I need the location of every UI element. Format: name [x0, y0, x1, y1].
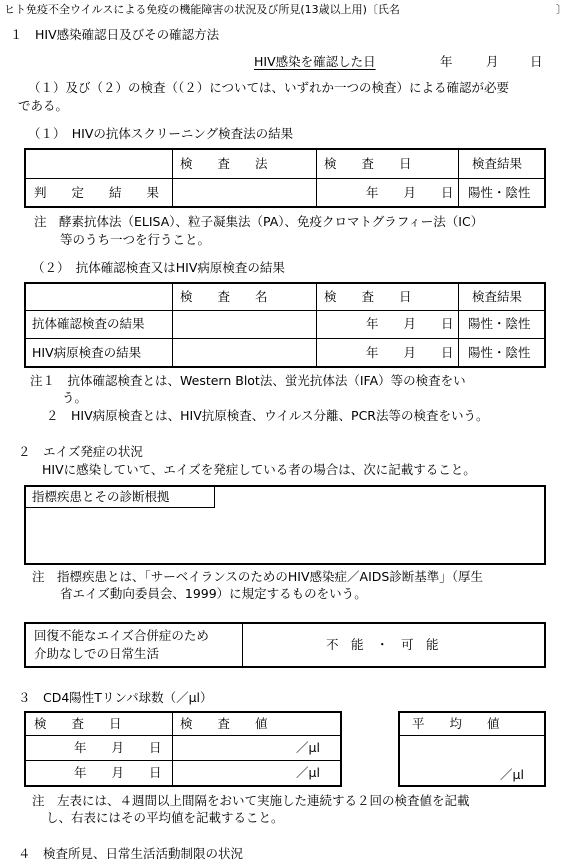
hiv-confirm-date-line[interactable] [254, 56, 544, 69]
section4-heading: ４ 検査所見、日常生活活動制限の状況 [18, 846, 244, 861]
cd4-average-field[interactable]: ／μl [500, 767, 524, 782]
screening-result-field[interactable]: 陽性・陰性 [468, 185, 531, 200]
confirm-year: 年 [440, 54, 453, 69]
cd4-average-label: 平 均 値 [412, 716, 500, 731]
antibody-confirm-date-field[interactable]: 年 月 日 [366, 316, 454, 331]
cd4-col-value: 検 査 値 [180, 716, 268, 731]
form-title: ヒト免疫不全ウイルスによる免疫の機能障害の状況及び所見(13歳以上用)〔氏名 [4, 3, 400, 16]
confirmation-col-date: 検 査 日 [324, 289, 412, 304]
confirmation-heading: （２） 抗体確認検査又はHIV病原検査の結果 [32, 260, 285, 275]
section1-intro-line1: （１）及び（２）の検査（（２）については、いずれか一つの検査）による確認が必要 [28, 80, 510, 95]
antibody-confirm-name-field[interactable] [174, 312, 314, 336]
hiv-pathogen-date-field[interactable]: 年 月 日 [366, 345, 454, 360]
cd4-table [24, 711, 342, 787]
screening-table [24, 148, 546, 208]
screening-method-field[interactable] [174, 180, 314, 204]
cd4-value1-field[interactable]: ／μl [296, 740, 320, 755]
indicator-disease-label: 指標疾患とその診断根拠 [32, 489, 170, 504]
antibody-confirm-row-label: 抗体確認検査の結果 [32, 316, 145, 331]
hiv-pathogen-row-label: HIV病原検査の結果 [32, 345, 142, 360]
adl-label-line1: 回復不能なエイズ合併症のため [34, 628, 209, 643]
screening-row-label: 判 定 結 果 [34, 185, 160, 200]
hiv-pathogen-name-field[interactable] [174, 340, 314, 364]
cd4-date2-field[interactable]: 年 月 日 [74, 765, 162, 780]
section2-intro: HIVに感染していて、エイズを発症している者の場合は、次に記載すること。 [42, 462, 476, 477]
section2-note-line2: 省エイズ動向委員会、1999）に規定するものをいう。 [60, 586, 367, 601]
section3-heading: ３ CD4陽性Tリンパ球数（／μl） [18, 690, 213, 705]
cd4-value2-field[interactable]: ／μl [296, 765, 320, 780]
hiv-pathogen-result-field[interactable]: 陽性・陰性 [468, 345, 531, 360]
section1-intro-line2: である。 [18, 98, 69, 113]
section2-note-line1: 注 指標疾患とは、「サーベイランスのためのHIV感染症／AIDS診断基準」（厚生 [32, 569, 484, 584]
cd4-date1-field[interactable]: 年 月 日 [74, 740, 162, 755]
adl-label-line2: 介助なしでの日常生活 [34, 646, 160, 661]
indicator-disease-box[interactable] [24, 485, 546, 565]
section3-note-line2: し、右表にはその平均値を記載すること。 [46, 810, 284, 825]
confirmation-col-name: 検 査 名 [180, 289, 268, 304]
confirmation-note1-line1: 注１ 抗体確認検査とは、Western Blot法、蛍光抗体法（IFA）等の検査をい [30, 373, 466, 388]
confirm-month: 月 [486, 54, 499, 69]
confirmation-note2: ２ HIV病原検査とは、HIV抗原検査、ウイルス分離、PCR法等の検査をいう。 [46, 408, 489, 423]
confirmation-table [24, 282, 546, 368]
screening-date-field[interactable]: 年 月 日 [366, 185, 454, 200]
screening-col-result: 検査結果 [472, 156, 523, 171]
hiv-confirm-date-label: HIV感染を確認した日 [254, 54, 376, 69]
confirm-day: 日 [530, 54, 543, 69]
cd4-average-table [398, 711, 546, 787]
screening-note-line1: 注 酵素抗体法（ELISA）、粒子凝集法（PA）、免疫クロマトグラフィー法（IC） [34, 214, 484, 229]
section1-heading: １ HIV感染確認日及びその確認方法 [10, 27, 220, 42]
confirmation-col-result: 検査結果 [472, 289, 523, 304]
screening-note-line2: 等のうち一つを行うこと。 [60, 232, 211, 247]
screening-heading: （１） HIVの抗体スクリーニング検査法の結果 [28, 126, 294, 141]
screening-col-method: 検 査 法 [180, 156, 268, 171]
adl-value-select[interactable]: 不 能 ・ 可 能 [326, 637, 439, 652]
antibody-confirm-result-field[interactable]: 陽性・陰性 [468, 316, 531, 331]
section2-heading: ２ エイズ発症の状況 [18, 444, 143, 459]
name-bracket-close: 〕 [556, 3, 567, 16]
cd4-col-date: 検 査 日 [34, 716, 122, 731]
section3-note-line1: 注 左表には、４週間以上間隔をおいて実施した連続する２回の検査値を記載 [32, 793, 470, 808]
adl-table [24, 622, 546, 668]
confirmation-note1-line2: う。 [62, 390, 88, 405]
screening-col-date: 検 査 日 [324, 156, 412, 171]
